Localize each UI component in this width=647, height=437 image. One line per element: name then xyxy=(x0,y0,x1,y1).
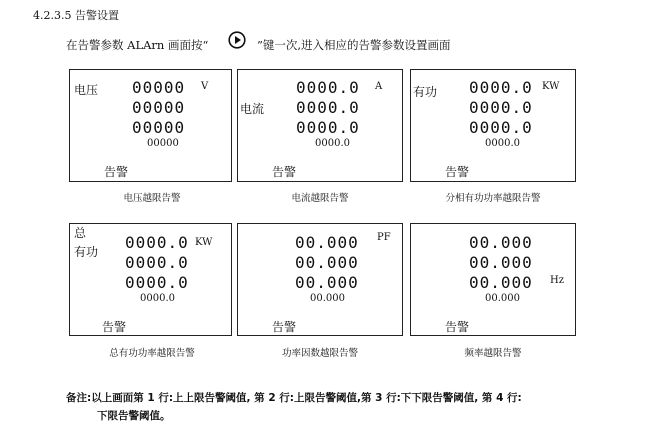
frequency-alarm-panel xyxy=(410,223,576,336)
panel-caption: 总有功功率越限告警 xyxy=(109,348,195,359)
phase-active-power-alarm-panel xyxy=(410,69,576,182)
current-alarm-panel xyxy=(237,69,403,182)
lower-limit-value: 0000.0 xyxy=(485,138,520,149)
lower-limit-value: 00000 xyxy=(147,138,179,149)
upper-limit-value: 00.000 xyxy=(295,253,359,272)
alarm-label: 告警 xyxy=(445,165,470,179)
voltage-alarm-panel xyxy=(69,69,232,182)
upper-limit-value: 00000 xyxy=(132,98,186,117)
unit-label: KW xyxy=(542,81,560,92)
panel-label: 有功 xyxy=(74,245,99,259)
unit-label: A xyxy=(375,81,383,92)
panel-label: 电压 xyxy=(74,83,99,97)
play-button-icon xyxy=(228,31,246,49)
alarm-label: 告警 xyxy=(104,165,129,179)
note-line-1: 备注:以上画面第 1 行:上上限告警阈值, 第 2 行:上限告警阈值,第 3 行:下下限告警阈值, 第 4 行: xyxy=(66,392,522,404)
lower-limit-value: 00.000 xyxy=(310,293,345,304)
lower-lower-limit-value: 00000 xyxy=(132,118,186,137)
panel-caption: 电流越限告警 xyxy=(291,193,349,204)
total-active-power-alarm-panel xyxy=(69,223,232,336)
alarm-label: 告警 xyxy=(102,320,127,334)
lower-limit-value: 0000.0 xyxy=(315,138,350,149)
upper-upper-limit-value: 00000 xyxy=(132,78,186,97)
panel-caption: 功率因数越限告警 xyxy=(281,348,358,359)
alarm-label: 告警 xyxy=(272,320,297,334)
panel-caption: 电压越限告警 xyxy=(123,193,181,204)
lower-lower-limit-value: 00.000 xyxy=(295,273,359,292)
intro-text-before: 在告警参数 ALArn 画面按“ xyxy=(66,38,209,52)
lower-lower-limit-value: 0000.0 xyxy=(469,118,533,137)
unit-label: KW xyxy=(195,237,213,248)
upper-limit-value: 0000.0 xyxy=(125,253,189,272)
upper-limit-value: 0000.0 xyxy=(296,98,360,117)
unit-label: V xyxy=(201,81,209,92)
section-heading: 4.2.3.5 告警设置 xyxy=(33,9,119,22)
lower-lower-limit-value: 0000.0 xyxy=(125,273,189,292)
panel-label: 电流 xyxy=(240,102,265,116)
panel-caption: 分相有功功率越限告警 xyxy=(445,193,541,204)
panel-label: 有功 xyxy=(413,85,438,99)
intro-text-after: ”键一次,进入相应的告警参数设置画面 xyxy=(257,38,451,52)
upper-upper-limit-value: 0000.0 xyxy=(125,233,189,252)
lower-limit-value: 00.000 xyxy=(485,293,520,304)
upper-upper-limit-value: 0000.0 xyxy=(469,78,533,97)
panel-label-top: 总 xyxy=(74,226,87,240)
upper-upper-limit-value: 0000.0 xyxy=(296,78,360,97)
upper-limit-value: 0000.0 xyxy=(469,98,533,117)
upper-upper-limit-value: 00.000 xyxy=(469,233,533,252)
unit-label: PF xyxy=(377,232,391,243)
panel-caption: 频率越限告警 xyxy=(464,348,522,359)
alarm-label: 告警 xyxy=(272,165,297,179)
upper-upper-limit-value: 00.000 xyxy=(295,233,359,252)
upper-limit-value: 00.000 xyxy=(469,253,533,272)
alarm-label: 告警 xyxy=(445,320,470,334)
unit-label: Hz xyxy=(550,275,564,286)
power-factor-alarm-panel xyxy=(237,223,403,336)
note-line-2: 下限告警阈值。 xyxy=(97,410,171,422)
lower-lower-limit-value: 0000.0 xyxy=(296,118,360,137)
lower-lower-limit-value: 00.000 xyxy=(469,273,533,292)
lower-limit-value: 0000.0 xyxy=(140,293,175,304)
